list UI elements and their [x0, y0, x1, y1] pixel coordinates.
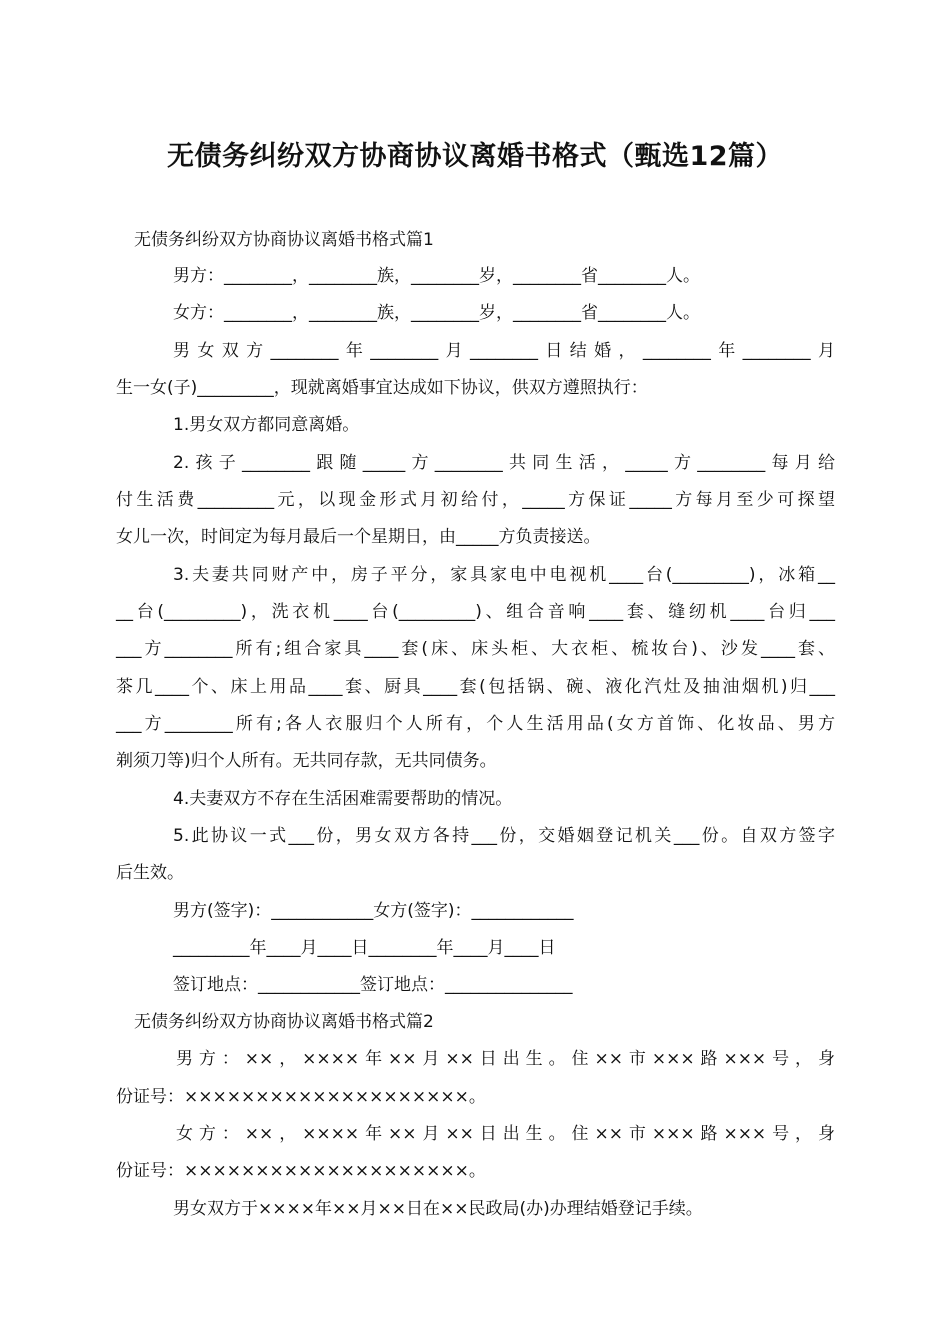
paragraph-line: 4.夫妻双方不存在生活困难需要帮助的情况。 [173, 789, 513, 809]
paragraph-line: 剃须刀等)归个人所有。无共同存款，无共同债务。 [116, 751, 497, 771]
paragraph-line: 生一女(子)_________，现就离婚事宜达成如下协议，供双方遵照执行： [116, 378, 648, 398]
document-title: 无债务纠纷双方协商协议离婚书格式（甄选12篇） [166, 141, 784, 172]
paragraph-line: 女方：________，________族，________岁，________省________人。 [173, 303, 700, 323]
paragraph-line: ___方________所有;各人衣服归个人所有，个人生活用品(女方首饰、化妆品、男方 [116, 714, 835, 734]
location-line: 签订地点：____________签订地点：_______________ [173, 975, 573, 995]
paragraph-line: 后生效。 [116, 863, 184, 883]
paragraph-line: 1.男女双方都同意离婚。 [173, 415, 360, 435]
paragraph-line: 女方：××，××××年××月××日出生。住××市×××路×××号，身 [176, 1124, 835, 1144]
date-line: _________年____月____日________年____月____日 [173, 938, 556, 958]
paragraph-line: 付生活费_________元，以现金形式月初给付，_____方保证_____方每月至少可探望 [116, 490, 835, 510]
paragraph-line: ___方________所有;组合家具____套(床、床头柜、大衣柜、梳妆台)、沙发____套、 [116, 639, 835, 659]
paragraph-line: 3.夫妻共同财产中，房子平分，家具家电中电视机____台(_________)，冰箱__ [173, 565, 835, 585]
signature-line: 男方(签字)：____________女方(签字)：____________ [173, 901, 574, 921]
paragraph-line: 男方：________，________族，________岁，________省________人。 [173, 266, 700, 286]
paragraph-line: 2.孩子________跟随_____方________共同生活，_____方________每月给 [173, 453, 835, 473]
paragraph-line: 男方：××，××××年××月××日出生。住××市×××路×××号，身 [176, 1049, 835, 1069]
paragraph-line: 男女双方于××××年××月××日在××民政局(办)办理结婚登记手续。 [173, 1199, 703, 1219]
section-heading-1: 无债务纠纷双方协商协议离婚书格式篇1 [134, 230, 434, 250]
paragraph-line: 茶几____个、床上用品____套、厨具____套(包括锅、碗、液化汽灶及抽油烟机)归___ [116, 677, 835, 697]
paragraph-line: 份证号：××××××××××××××××××××。 [116, 1161, 486, 1181]
paragraph-line: __台(_________)，洗衣机____台(_________)、组合音响____套、缝纫机____台归___ [116, 602, 835, 622]
section-heading-2: 无债务纠纷双方协商协议离婚书格式篇2 [134, 1012, 434, 1032]
paragraph-line: 份证号：××××××××××××××××××××。 [116, 1087, 486, 1107]
paragraph-line: 男女双方________年________月________日结婚，________年________月 [173, 341, 835, 361]
paragraph-line: 5.此协议一式___份，男女双方各持___份，交婚姻登记机关___份。自双方签字 [173, 826, 835, 846]
paragraph-line: 女儿一次，时间定为每月最后一个星期日，由_____方负责接送。 [116, 527, 601, 547]
